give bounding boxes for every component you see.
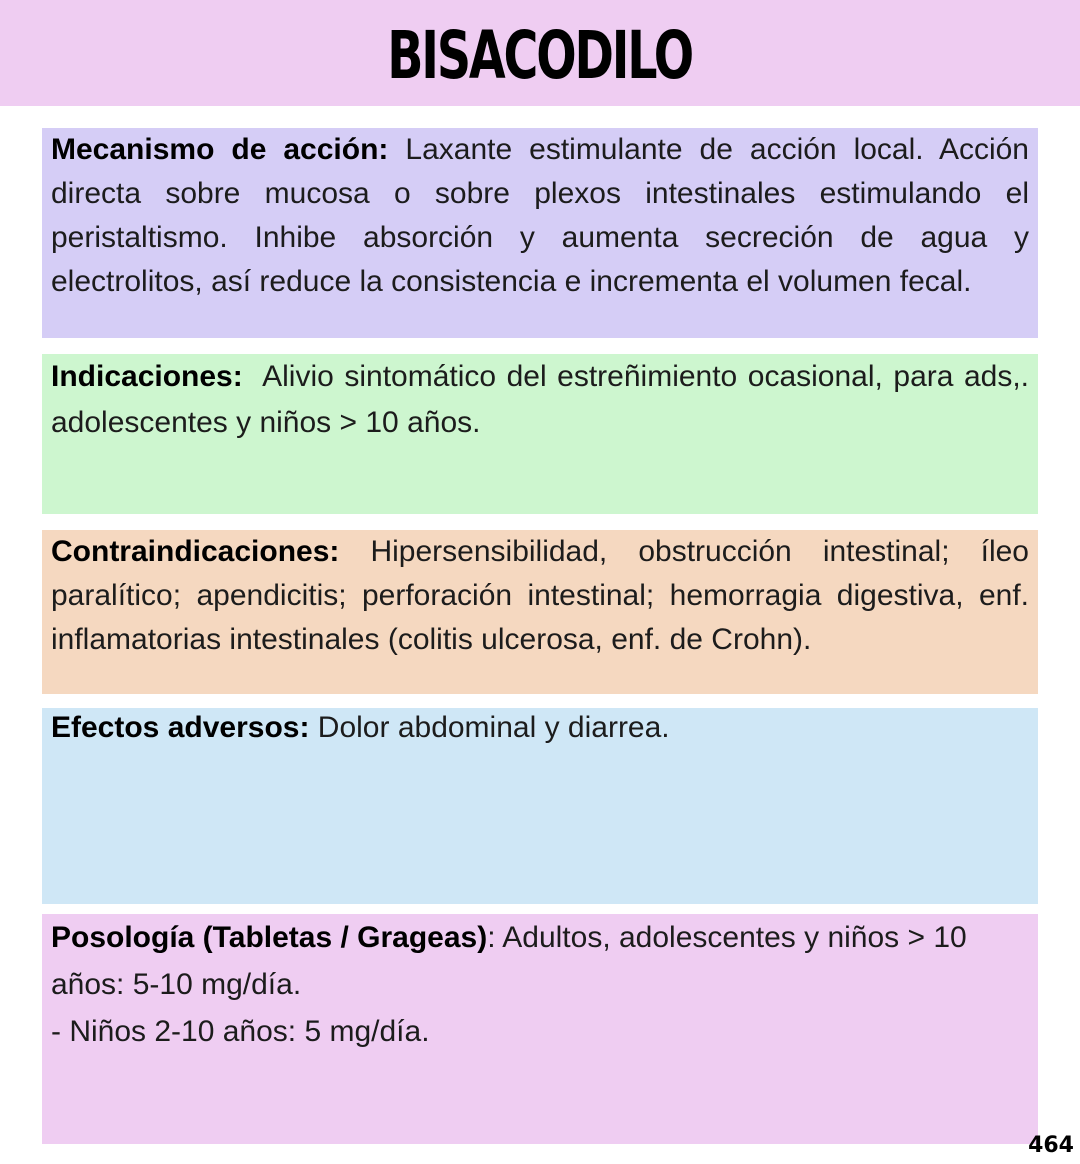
contraindications-text: Hipersensibilidad, obstrucción intestinal; íleo paralítico; apendicitis; perforación intestinal; hemorragia digestiva, enf. inflamatorias intestinales (colitis ulcerosa, enf. de Crohn).	[51, 535, 1029, 656]
mechanism-label: Mecanismo de acción:	[51, 133, 389, 166]
adverse-effects-section	[42, 708, 1038, 904]
posology-line-2: - Niños 2-10 años: 5 mg/día.	[51, 1015, 430, 1048]
posology-section	[42, 914, 1038, 1144]
title-banner	[0, 0, 1080, 106]
indications-section	[42, 354, 1038, 514]
indications-text: Alivio sintomático del estreñimiento ocasional, para ads,. adolescentes y niños > 10 años.	[51, 360, 1029, 439]
contraindications-section	[42, 530, 1038, 694]
page-title: BISACODILO	[387, 16, 693, 94]
contraindications-label: Contraindicaciones:	[51, 535, 340, 568]
adverse-effects-text: Dolor abdominal y diarrea.	[317, 711, 670, 744]
mechanism-section	[42, 128, 1038, 338]
mechanism-text: Laxante estimulante de acción local. Acción directa sobre mucosa o sobre plexos intestinales estimulando el peristaltismo. Inhibe absorción y aumenta secreción de agua y electrolitos, así reduce la consistencia e incrementa el volumen fecal.	[51, 133, 1029, 298]
indications-label: Indicaciones:	[51, 360, 243, 393]
posology-colon: :	[487, 921, 496, 954]
adverse-effects-label: Efectos adversos:	[51, 711, 310, 744]
posology-line-1: Adultos, adolescentes y niños > 10 años: 5-10 mg/día.	[51, 921, 967, 1001]
posology-label: Posología (Tabletas / Grageas)	[51, 921, 488, 954]
page-number: 464	[1028, 1133, 1074, 1158]
